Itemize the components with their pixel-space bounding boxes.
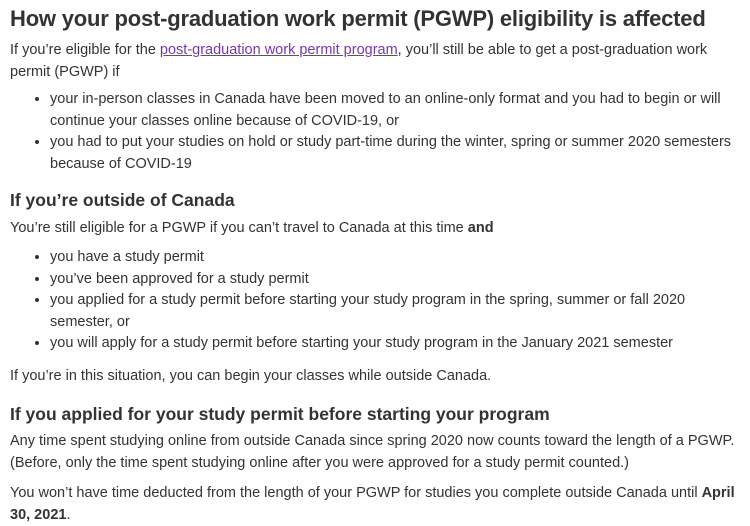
list-item: • you’ve been approved for a study permit bbox=[50, 269, 742, 291]
list-item: • your in-person classes in Canada have been moved to an online-only format and you had to begin or will continue your classes online because of COVID-19, or bbox=[50, 89, 742, 132]
pgwp-program-link[interactable]: post-graduation work permit program bbox=[159, 42, 398, 58]
article-content bbox=[10, 5, 742, 526]
list-item: • you applied for a study permit before starting your study program in the spring, summer or fall 2020 semester, or bbox=[50, 290, 742, 333]
applied-para-online-counts: Any time spent studying online from outside Canada since spring 2020 now counts toward the length of a PGWP. (Before, only the time spent studying online after you were approved for a study permit counted.) bbox=[10, 432, 735, 471]
outside-canada-lead bbox=[10, 217, 742, 239]
deduction-text: You won’t have time deducted from the length of your PGWP for studies you complete outside Canada until bbox=[10, 484, 702, 501]
eligibility-conditions-list bbox=[10, 89, 742, 175]
deduction-period: . bbox=[66, 506, 71, 523]
page-title: How your post-graduation work permit (PGWP) eligibility is affected bbox=[10, 6, 706, 31]
section-heading-applied-before-program: If you applied for your study permit before starting your program bbox=[10, 403, 550, 424]
list-item: • you have a study permit bbox=[50, 247, 742, 269]
outside-canada-conditions-list bbox=[10, 247, 742, 355]
outside-canada-lead-bold: and bbox=[467, 220, 494, 236]
intro-text-before-link: If you’re eligible for the bbox=[10, 42, 160, 58]
list-item: • you had to put your studies on hold or study part-time during the winter, spring or summer 2020 semesters because of COVID-19 bbox=[50, 132, 742, 175]
outside-canada-lead-text: You’re still eligible for a PGWP if you can’t travel to Canada at this time bbox=[10, 220, 468, 236]
section-heading-outside-canada: If you’re outside of Canada bbox=[10, 190, 235, 210]
outside-canada-closing: If you’re in this situation, you can begin your classes while outside Canada. bbox=[10, 367, 492, 384]
list-item: • you will apply for a study permit before starting your study program in the January 2021 semester bbox=[50, 333, 742, 355]
intro-text-after-link: , you’ll still be able to get a post-graduation work permit (PGWP) if bbox=[10, 42, 708, 80]
intro-paragraph bbox=[10, 39, 742, 83]
applied-para-deduction bbox=[10, 482, 742, 526]
deduction-date-bold: April 30, 2021 bbox=[10, 484, 735, 523]
